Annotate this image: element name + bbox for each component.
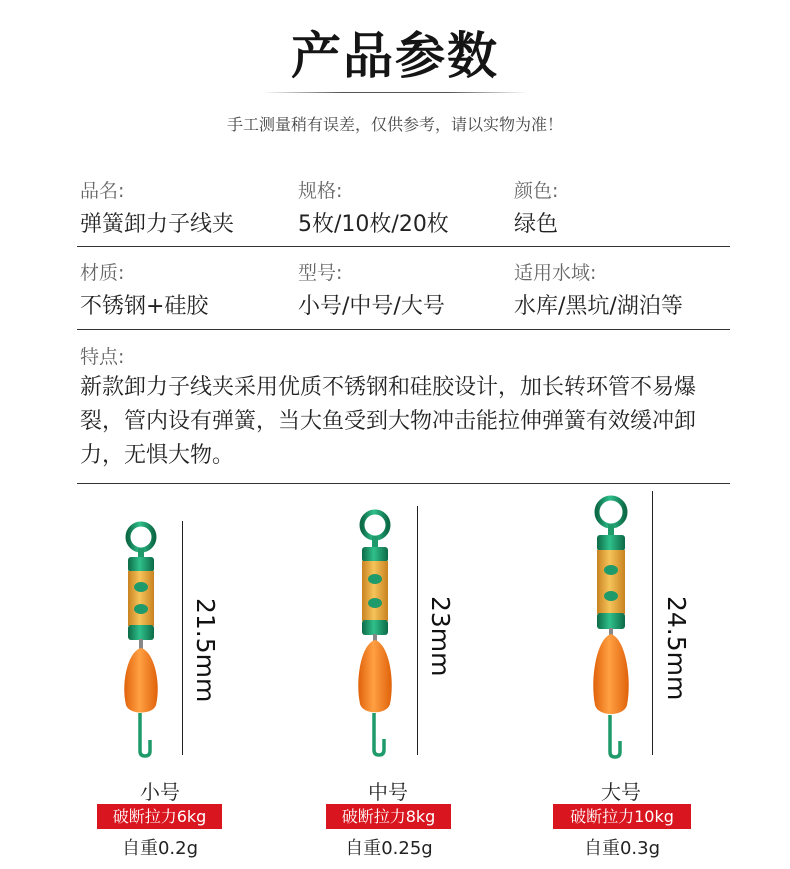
spec-size (298, 178, 449, 240)
spec-material (80, 260, 208, 322)
large-size-label: 大号 (601, 780, 641, 804)
spec-model (298, 260, 445, 322)
spec-name-value: 弹簧卸力子线夹 (80, 212, 235, 237)
spec-name (80, 178, 234, 240)
spec-material-label: 材质: (80, 262, 125, 284)
features-label: 特点: (80, 346, 125, 368)
divider-line (77, 483, 730, 484)
medium-weight-label: 自重0.25g (345, 838, 433, 859)
small-size-label: 小号 (140, 780, 180, 804)
spec-color (514, 178, 558, 240)
features-text: 新款卸力子线夹采用优质不锈钢和硅胶设计，加长转环管不易爆裂，管内设有弹簧，当大鱼受到大物冲击能拉伸弹簧有效缓冲卸力，无惧大物。 (80, 375, 697, 468)
medium-breaking-strength-badge: 破断拉力8kg (326, 804, 451, 829)
medium-length-label: 23mm (426, 596, 455, 677)
small-breaking-strength-badge: 破断拉力6kg (97, 804, 222, 829)
title-divider (262, 92, 528, 93)
spec-color-value: 绿色 (514, 212, 559, 237)
small-swivel-clip-image (118, 515, 168, 765)
spec-size-value: 5枚/10枚/20枚 (298, 212, 449, 237)
spec-material-value: 不锈钢+硅胶 (80, 294, 209, 319)
spec-model-label: 型号: (298, 262, 343, 284)
spec-name-label: 品名: (80, 180, 125, 202)
large-swivel-clip-image (588, 490, 638, 765)
spec-water-label: 适用水域: (514, 262, 597, 284)
small-weight-label: 自重0.2g (121, 838, 199, 859)
medium-swivel-clip-image (352, 505, 402, 765)
spec-water (514, 260, 683, 322)
measurement-note: 手工测量稍有误差，仅供参考，请以实物为准！ (226, 115, 563, 134)
divider-line (77, 329, 730, 330)
small-length-label: 21.5mm (191, 598, 220, 703)
medium-dimension-line (417, 506, 418, 755)
spec-color-label: 颜色: (514, 180, 559, 202)
small-dimension-line (182, 521, 183, 755)
large-weight-label: 自重0.3g (583, 838, 661, 859)
page-title: 产品参数 (291, 27, 499, 85)
spec-model-value: 小号/中号/大号 (298, 294, 445, 319)
divider-line (77, 246, 730, 247)
spec-row-1 (80, 178, 730, 260)
medium-size-label: 中号 (368, 780, 408, 804)
spec-water-value: 水库/黑坑/湖泊等 (514, 294, 683, 319)
large-breaking-strength-badge: 破断拉力10kg (553, 804, 691, 829)
spec-size-label: 规格: (298, 180, 343, 202)
large-length-label: 24.5mm (662, 596, 691, 701)
large-dimension-line (652, 491, 653, 755)
